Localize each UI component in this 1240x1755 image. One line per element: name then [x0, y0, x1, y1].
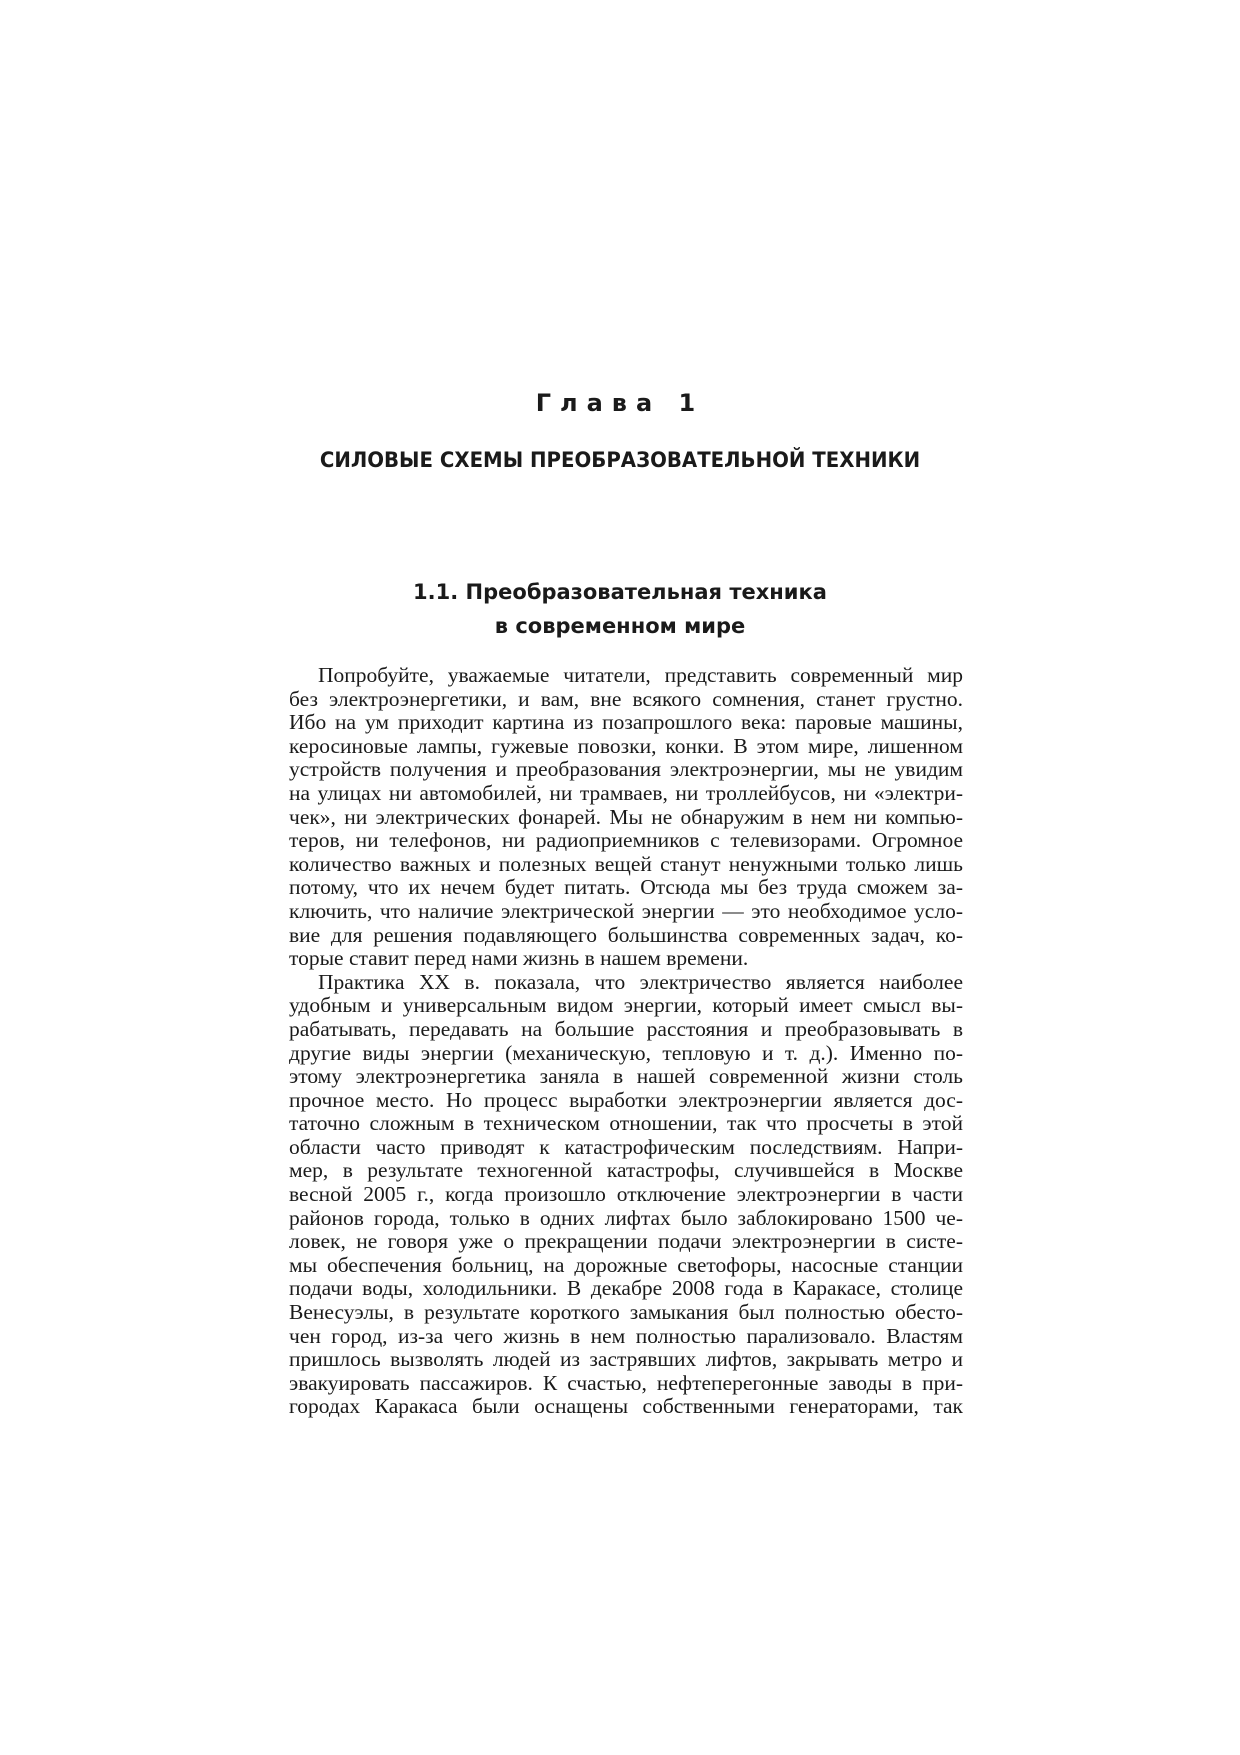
text-line: чен город, из-за чего жизнь в нем полностью парализовало. Властям: [289, 1323, 963, 1348]
paragraph: [289, 664, 963, 971]
text-line: Венесуэлы, в результате короткого замыкания был полностью обесто-: [289, 1300, 963, 1325]
section-heading-line: в современном мире: [494, 614, 746, 638]
text-line: количество важных и полезных вещей станут ненужными только лишь: [289, 851, 963, 876]
text-line: ключить, что наличие электрической энергии — это необходимое усло-: [289, 898, 963, 923]
text-line: чек», ни электрических фонарей. Мы не обнаружим в нем ни компью-: [289, 804, 963, 829]
text-line: весной 2005 г., когда произошло отключение электроэнергии в части: [289, 1182, 963, 1207]
text-line: другие виды энергии (механическую, тепловую и т. д.). Именно по-: [289, 1040, 963, 1065]
text-line: таточно сложным в техническом отношении, так что просчеты в этой: [289, 1111, 963, 1136]
text-line: на улицах ни автомобилей, ни трамваев, ни троллейбусов, ни «электри-: [289, 780, 963, 805]
text-line: прочное место. Но процесс выработки электроэнергии является дос-: [289, 1087, 963, 1112]
chapter-label: Глава 1: [535, 389, 705, 417]
text-line: Практика XX в. показала, что электричество является наиболее: [318, 969, 963, 994]
text-line: пришлось вызволять людей из застрявших лифтов, закрывать метро и: [289, 1347, 963, 1372]
paragraph: [289, 971, 963, 1419]
chapter-title: СИЛОВЫЕ СХЕМЫ ПРЕОБРАЗОВАТЕЛЬНОЙ ТЕХНИКИ: [319, 448, 921, 472]
text-line: без электроэнергетики, и вам, вне всякого сомнения, станет грустно.: [289, 686, 963, 711]
text-line: рабатывать, передавать на большие расстояния и преобразовывать в: [289, 1016, 963, 1041]
text-line: удобным и универсальным видом энергии, который имеет смысл вы-: [289, 993, 963, 1018]
text-line: эвакуировать пассажиров. К счастью, нефтеперегонные заводы в при-: [289, 1370, 963, 1395]
text-line: Попробуйте, уважаемые читатели, представить современный мир: [318, 663, 963, 687]
text-line: устройств получения и преобразования электроэнергии, мы не увидим: [289, 757, 963, 782]
section-heading-line: 1.1. Преобразовательная техника: [413, 580, 827, 604]
text-line: керосиновые лампы, гужевые повозки, конки. В этом мире, лишенном: [289, 733, 963, 758]
text-line: подачи воды, холодильники. В декабре 2008 года в Каракасе, столице: [289, 1276, 963, 1301]
text-line: теров, ни телефонов, ни радиоприемников с телевизорами. Огромное: [289, 828, 963, 853]
text-line: торые ставит перед нами жизнь в нашем времени.: [289, 946, 749, 971]
text-line: вие для решения подавляющего большинства современных задач, ко-: [289, 922, 963, 947]
text-line: мы обеспечения больниц, на дорожные светофоры, насосные станции: [289, 1252, 963, 1277]
text-line: городах Каракаса были оснащены собственными генераторами, так: [289, 1394, 963, 1419]
text-line: ловек, не говоря уже о прекращении подачи электроэнергии в систе-: [289, 1229, 963, 1254]
text-line: потому, что их нечем будет питать. Отсюда мы без труда сможем за-: [289, 875, 963, 900]
text-line: мер, в результате техногенной катастрофы, случившейся в Москве: [289, 1158, 963, 1183]
text-line: области часто приводят к катастрофическим последствиям. Напри-: [289, 1134, 963, 1159]
section-heading: [0, 575, 1240, 643]
text-line: Ибо на ум приходит картина из позапрошлого века: паровые машины,: [289, 710, 963, 735]
text-line: этому электроэнергетика заняла в нашей современной жизни столь: [289, 1064, 963, 1089]
body-text: [289, 664, 963, 1419]
text-line: районов города, только в одних лифтах было заблокировано 1500 че-: [289, 1205, 963, 1230]
